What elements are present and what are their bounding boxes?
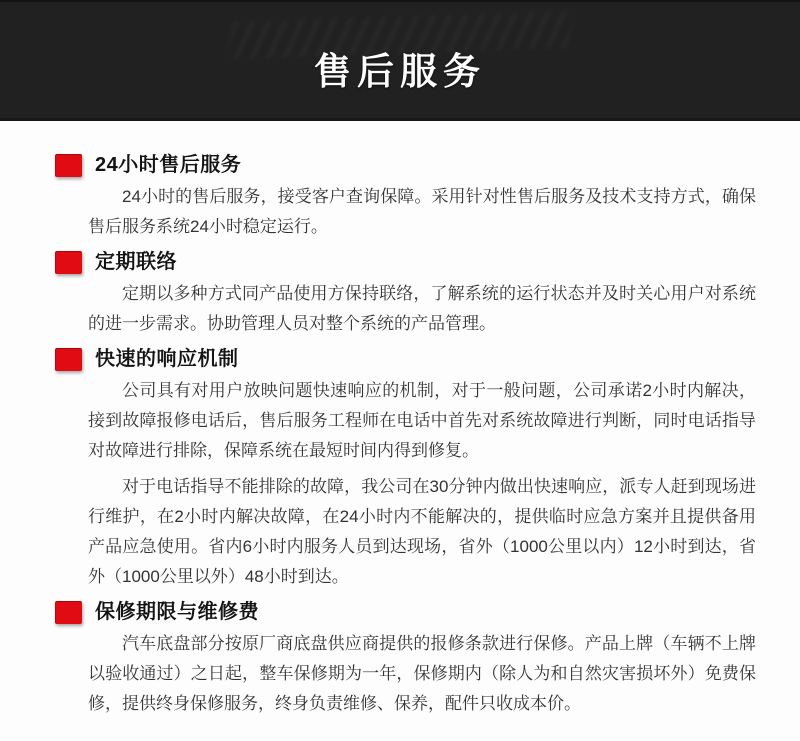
section-paragraph: 24小时的售后服务，接受客户查询保障。采用针对性售后服务及技术支持方式，确保售后服务系统24小时稳定运行。 <box>88 187 756 236</box>
section-title: 24小时售后服务 <box>95 154 242 176</box>
section-title: 快速的响应机制 <box>95 348 239 370</box>
service-section <box>88 599 756 719</box>
red-square-bullet-icon <box>55 251 82 274</box>
section-body <box>88 629 756 719</box>
section-paragraph: 公司具有对用户放映问题快速响应的机制，对于一般问题，公司承诺2小时内解决，接到故障报修电话后，售后服务工程师在电话中首先对系统故障进行判断，同时电话指导对故障进行排除，保障系统在最短时间内得到修复。 <box>88 381 756 460</box>
section-paragraph: 汽车底盘部分按原厂商底盘供应商提供的报修条款进行保修。产品上牌（车辆不上牌以验收通过）之日起，整车保修期为一年，保修期内（除人为和自然灾害损坏外）免费保修，提供终身保修服务，终身负责维修、保养，配件只收成本价。 <box>88 634 756 713</box>
red-square-bullet-icon <box>55 348 82 371</box>
section-body <box>88 182 756 242</box>
service-section <box>88 249 756 339</box>
header-band <box>0 0 800 121</box>
section-body <box>88 376 756 592</box>
red-square-bullet-icon <box>55 154 82 177</box>
section-heading-row <box>55 249 756 275</box>
section-heading-row <box>55 346 756 372</box>
section-paragraph: 对于电话指导不能排除的故障，我公司在30分钟内做出快速响应，派专人赶到现场进行维护，在2小时内解决故障，在24小时内不能解决的，提供临时应急方案并且提供备用产品应急使用。省内6小时内服务人员到达现场，省外（1000公里以内）12小时到达，省外（1000公里以外）48小时到达。 <box>88 477 756 586</box>
section-title: 保修期限与维修费 <box>95 601 259 623</box>
service-section <box>88 346 756 592</box>
service-section <box>88 152 756 242</box>
section-body <box>88 279 756 339</box>
red-square-bullet-icon <box>55 601 82 624</box>
section-paragraph: 定期以多种方式同产品使用方保持联络，了解系统的运行状态并及时关心用户对系统的进一步需求。协助管理人员对整个系统的产品管理。 <box>88 284 756 333</box>
page-title: 售后服务 <box>314 51 486 92</box>
section-heading-row <box>55 599 756 625</box>
content <box>0 121 800 719</box>
section-heading-row <box>55 152 756 178</box>
section-title: 定期联络 <box>95 251 177 273</box>
